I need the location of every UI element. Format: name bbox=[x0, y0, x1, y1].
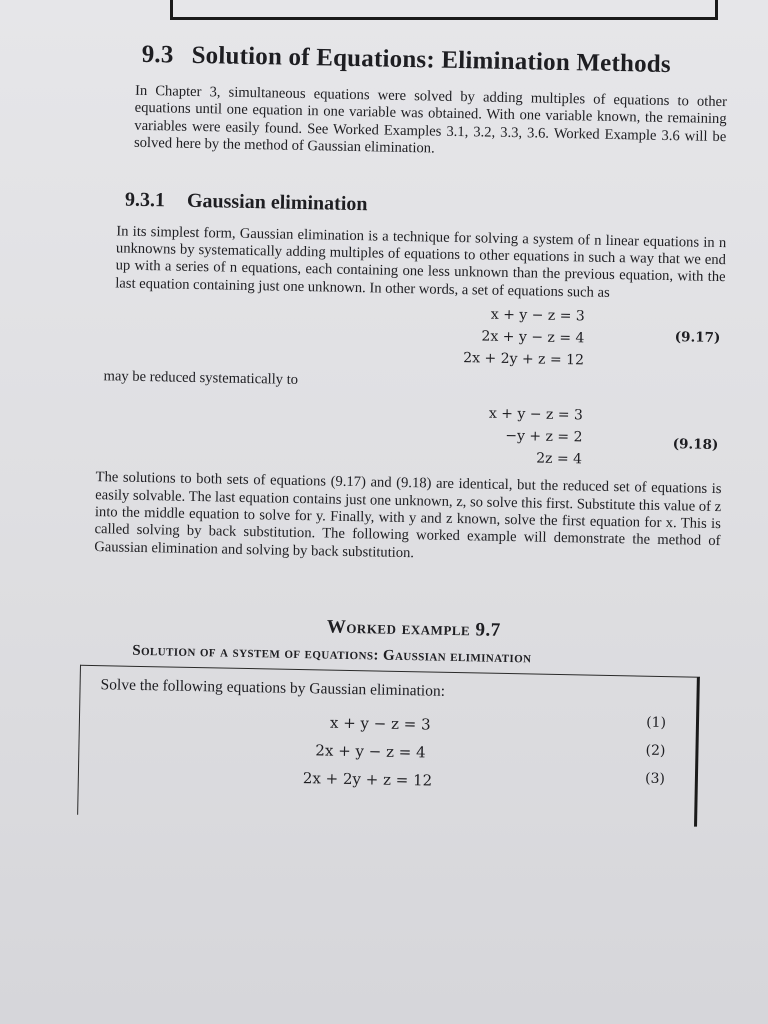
equation-line: 2x + 2y + z = 12 bbox=[463, 350, 585, 369]
equation-number: (2) bbox=[645, 742, 666, 760]
equation-line: 2z = 4 bbox=[536, 450, 583, 468]
equation-system-9-17 bbox=[100, 296, 721, 374]
previous-box-border bbox=[170, 0, 718, 20]
equation-line: 2x + y − z = 4 bbox=[481, 328, 585, 347]
page-content bbox=[81, 40, 736, 827]
reduce-text: may be reduced systematically to bbox=[103, 368, 299, 389]
gaussian-paragraph-2: The solutions to both sets of equations (9.17) and (9.18) are identical, but the reduced set of equations is easily solvable. The last equation contains just one unknown, z, so solve this first. Substitute this value of z into the middle equation to solve for y. Finally, with y and z known, solve the first equation for x. This is called solving by back substitution. The following worked example will demonstrate the method of Gaussian elimination and solving by back substitution. bbox=[94, 469, 722, 562]
worked-example-equations bbox=[79, 704, 671, 799]
worked-example-prompt: Solve the following equations by Gaussian elimination: bbox=[100, 676, 446, 701]
subsection-number: 9.3.1 bbox=[124, 188, 166, 211]
equation-system-9-18 bbox=[98, 395, 719, 473]
equation-number-9-17: (9.17) bbox=[674, 329, 721, 347]
gaussian-paragraph-1: In its simplest form, Gaussian elimination is a technique for solving a system of n linear equations in n unknowns by systematically adding multiples of equations to other equations in such a way that we end up with a series of n equations, each containing one less unknown than the previous equation, with the last equation containing just one unknown. In other words, a set of equations such as bbox=[115, 223, 727, 301]
equation-number: (3) bbox=[644, 770, 666, 788]
worked-example-subtitle: Solution of a system of equations: Gaussian elimination bbox=[132, 643, 532, 667]
equation-number-9-18: (9.18) bbox=[672, 436, 719, 454]
equation-line: −y + z = 2 bbox=[505, 428, 583, 446]
worked-example-title: Worked example 9.7 bbox=[326, 616, 501, 642]
subsection-title: Gaussian elimination bbox=[186, 189, 368, 215]
section-number: 9.3 bbox=[141, 40, 174, 69]
section-intro: In Chapter 3, simultaneous equations were solved by adding multiples of equations to other equations until one equation in one variable was obtained. With one variable known, the remaining variables were easily found. See Worked Examples 3.1, 3.2, 3.3, 3.6. Worked Example 3.6 will be solved here by the method of Gaussian elimination. bbox=[133, 82, 728, 157]
equation-line: 2x + 2y + z = 12 bbox=[302, 769, 433, 790]
section-heading bbox=[141, 41, 735, 80]
subsection-heading bbox=[125, 188, 733, 223]
equation-number: (1) bbox=[645, 714, 667, 732]
equation-line: x + y − z = 3 bbox=[329, 713, 431, 734]
equation-line: x + y − z = 3 bbox=[490, 306, 585, 325]
equation-line: x + y − z = 3 bbox=[488, 405, 584, 424]
worked-example-box bbox=[77, 665, 700, 827]
section-title: Solution of Equations: Elimination Methods bbox=[191, 41, 672, 79]
equation-line: 2x + y − z = 4 bbox=[315, 741, 426, 762]
